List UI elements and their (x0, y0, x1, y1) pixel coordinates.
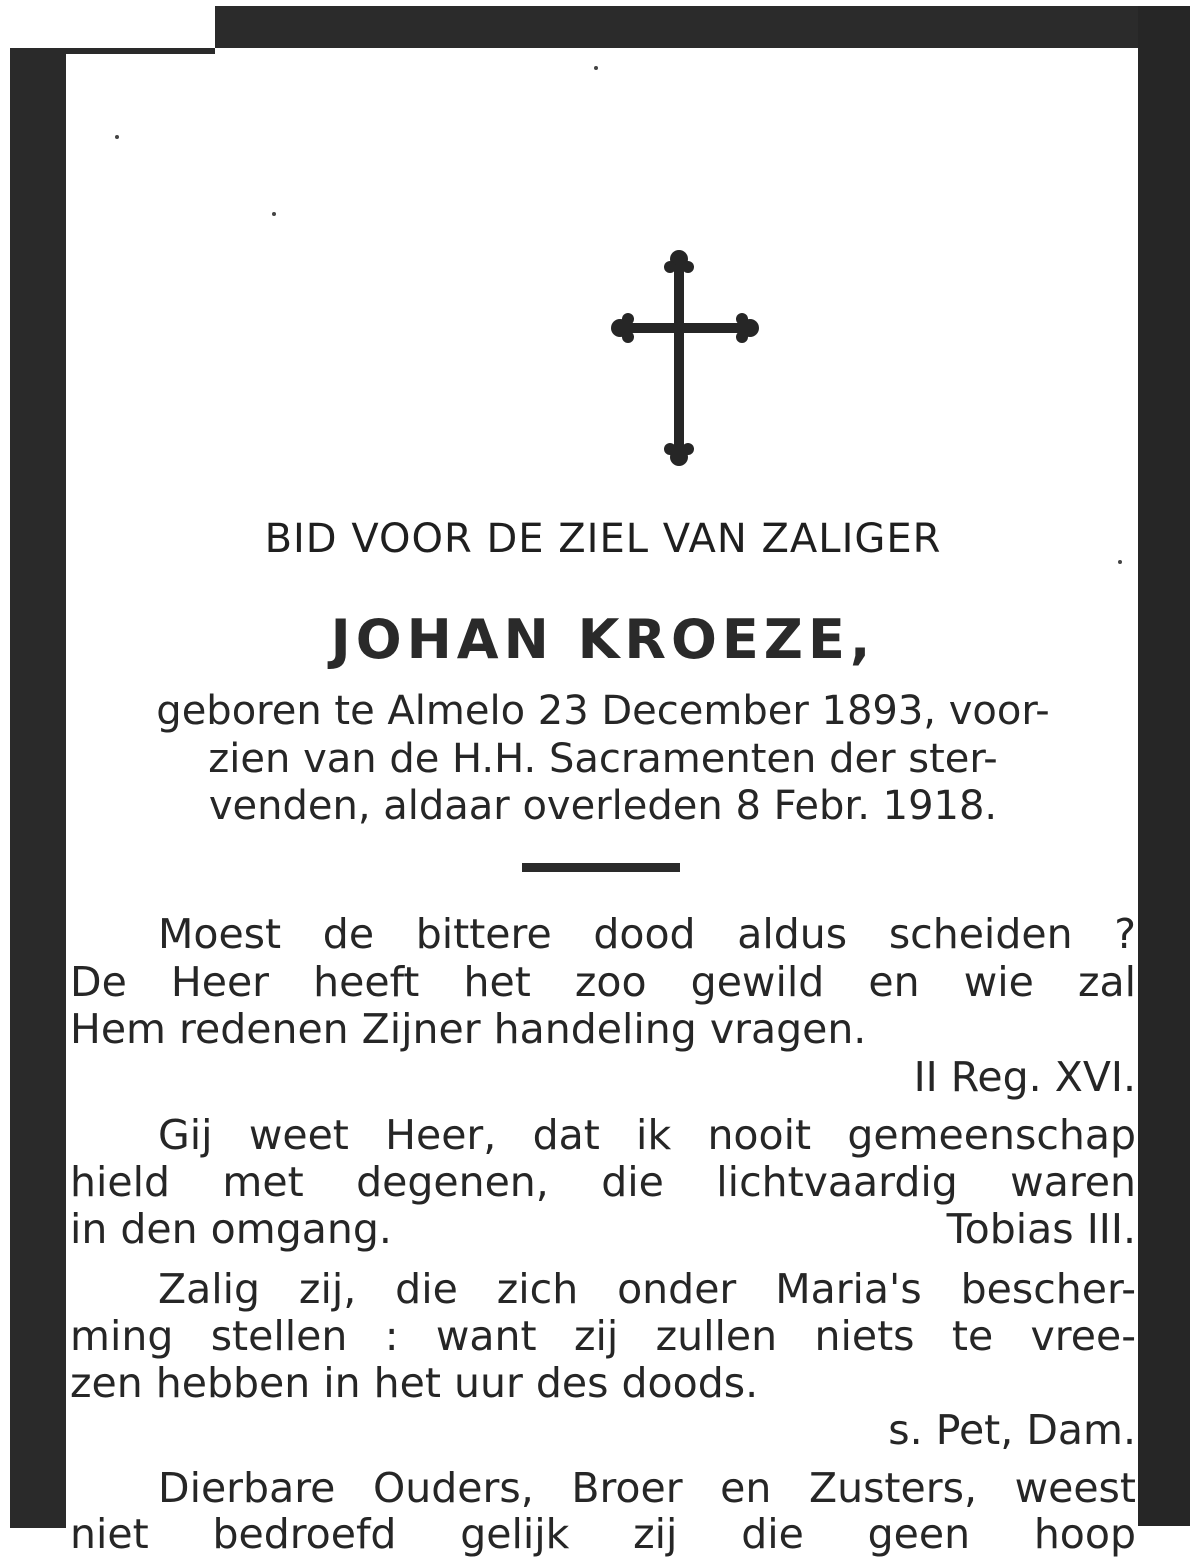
verse-line: Gij weet Heer, dat ik nooit gemeenschap (158, 1111, 1136, 1159)
verse-line: niet bedroefd gelijk zij die geen hoop (70, 1510, 1136, 1558)
cross-icon (610, 243, 760, 473)
verse-line: De Heer heeft het zoo gewild en wie zal (70, 958, 1136, 1006)
verse-source: Tobias III. (946, 1205, 1136, 1253)
verse-line: zen hebben in het uur des doods. (70, 1359, 759, 1407)
verse-line: in den omgang. (70, 1205, 392, 1253)
verse-source: s. Pet, Dam. (888, 1406, 1136, 1454)
prayer-heading: BID VOOR DE ZIEL VAN ZALIGER (264, 516, 942, 562)
verse-line-with-source (70, 1205, 1136, 1253)
memorial-card (70, 48, 1136, 1558)
border-right (1138, 6, 1190, 1526)
bio-line: venden, aldaar overleden 8 Febr. 1918. (208, 783, 998, 829)
deceased-name: JOHAN KROEZE, (330, 608, 876, 671)
verse-line: Dierbare Ouders, Broer en Zusters, weest (158, 1464, 1136, 1512)
verse-line: Zalig zij, die zich onder Maria's bescher- (158, 1265, 1136, 1313)
border-left (10, 48, 66, 1528)
verse-line: hield met degenen, die lichtvaardig waren (70, 1158, 1136, 1206)
verse-source: II Reg. XVI. (913, 1053, 1136, 1101)
divider-rule (522, 863, 680, 872)
verse-line: Hem redenen Zijner handeling vragen. (70, 1005, 867, 1053)
verse-line: Moest de bittere dood aldus scheiden ? (158, 910, 1136, 958)
bio-line: zien van de H.H. Sacramenten der ster- (208, 736, 998, 782)
verse-line: ming stellen : want zij zullen niets te vree- (70, 1312, 1136, 1360)
border-top (215, 6, 1190, 48)
bio-line: geboren te Almelo 23 December 1893, voor- (156, 688, 1050, 734)
